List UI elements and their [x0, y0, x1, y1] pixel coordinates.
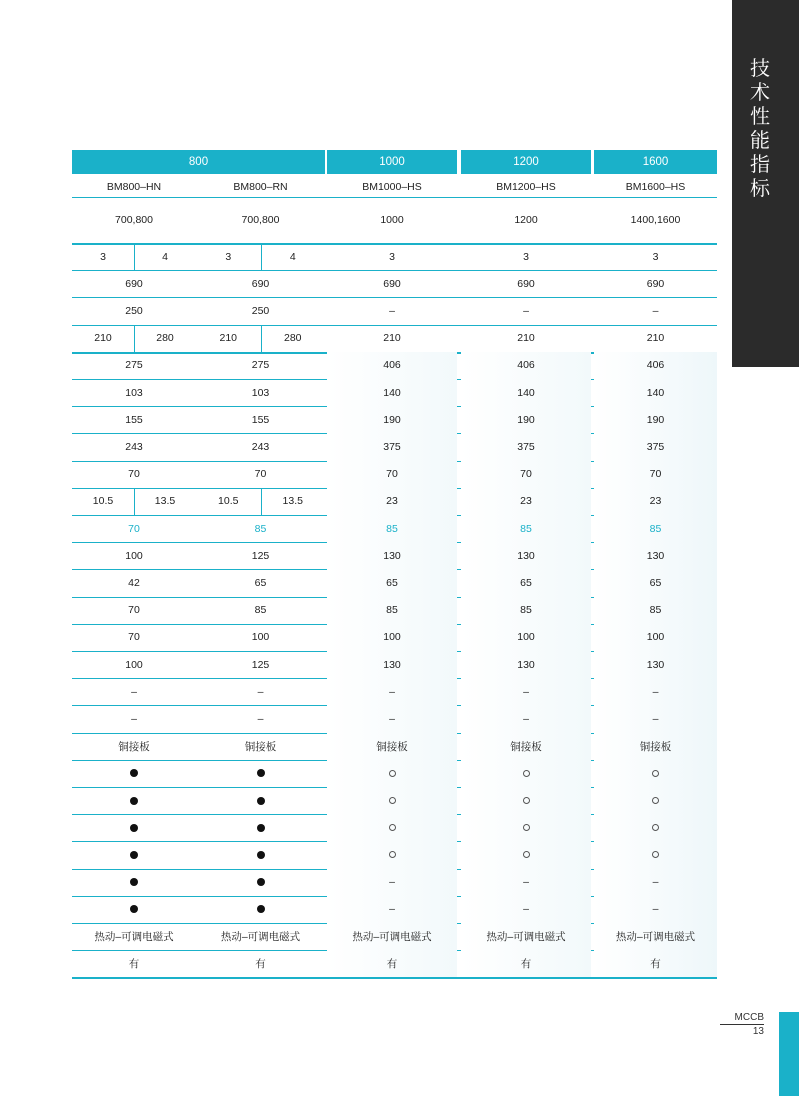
header-1200: 1200 — [461, 150, 591, 174]
table-row — [72, 869, 717, 897]
model-name: BM1600–HS — [625, 180, 686, 193]
table-cell: – — [389, 903, 395, 916]
table-row — [72, 488, 717, 516]
open-circle-mark — [389, 851, 396, 858]
table-cell: 250 — [251, 304, 270, 317]
open-circle-icon — [461, 814, 591, 841]
table-cell: 70 — [649, 468, 662, 481]
open-circle-mark — [523, 851, 530, 858]
section-title-char: 标 — [750, 176, 770, 200]
open-circle-mark — [523, 797, 530, 804]
header-800: 800 — [72, 150, 325, 174]
table-cell: 103 — [251, 386, 270, 399]
table-cell: 85 — [649, 522, 662, 535]
filled-dot-mark — [257, 769, 265, 777]
filled-dot-icon — [196, 896, 325, 923]
table-cell: 有 — [650, 958, 661, 971]
table-cell: 热动–可调电磁式 — [220, 931, 301, 944]
open-circle-icon — [594, 760, 717, 787]
model-name: BM1000–HS — [362, 180, 422, 193]
table-cell: 100 — [646, 631, 665, 644]
open-circle-mark — [523, 824, 530, 831]
cell-divider — [261, 488, 262, 515]
table-cell: – — [131, 712, 137, 725]
header-1600: 1600 — [594, 150, 717, 174]
table-cell: – — [523, 685, 529, 698]
table-cell: 1200 — [514, 214, 538, 226]
table-cell: 70 — [128, 468, 140, 481]
table-cell: 85 — [386, 522, 398, 535]
table-cell: – — [389, 876, 395, 889]
table-cell: 250 — [125, 304, 143, 317]
table-cell: 70 — [254, 468, 267, 481]
table-cell: 210 — [383, 332, 401, 345]
table-cell: 23 — [386, 495, 398, 508]
table-cell: 130 — [646, 658, 665, 671]
table-cell: 210 — [94, 332, 112, 345]
table-cell: 280 — [156, 332, 174, 345]
table-row — [72, 624, 717, 652]
filled-dot-mark — [130, 878, 138, 886]
table-cell: 10.5 — [218, 495, 239, 508]
model-name: BM800–HN — [106, 180, 162, 193]
table-cell: 10.5 — [92, 495, 114, 508]
table-cell: 690 — [125, 277, 143, 290]
table-row — [72, 733, 717, 761]
model-name: BM1200–HS — [496, 180, 556, 193]
table-cell: 42 — [128, 576, 140, 589]
table-cell: 243 — [251, 440, 270, 453]
table-cell: 热动–可调电磁式 — [486, 931, 566, 944]
table-cell: 280 — [283, 332, 302, 345]
cell-divider — [134, 488, 135, 515]
section-title-char: 指 — [750, 152, 770, 176]
filled-dot-icon — [72, 814, 196, 841]
table-cell: 铜接板 — [510, 740, 542, 753]
table-cell: 铜接板 — [376, 740, 408, 753]
table-cell: 700,800 — [115, 214, 153, 226]
table-cell: 铜接板 — [118, 740, 150, 753]
open-circle-mark — [523, 770, 530, 777]
filled-dot-icon — [196, 760, 325, 787]
table-cell: 190 — [646, 413, 665, 426]
table-cell: – — [652, 876, 659, 889]
table-row — [72, 787, 717, 815]
table-cell: 375 — [517, 440, 535, 453]
filled-dot-icon — [196, 869, 325, 896]
filled-dot-mark — [257, 824, 265, 832]
table-cell: 23 — [649, 495, 662, 508]
table-cell: 130 — [517, 658, 535, 671]
table-cell: 375 — [646, 440, 665, 453]
open-circle-icon — [594, 814, 717, 841]
filled-dot-icon — [72, 896, 196, 923]
table-cell: – — [652, 712, 659, 725]
open-circle-icon — [461, 787, 591, 814]
table-cell: – — [652, 903, 659, 916]
table-row — [72, 651, 717, 679]
open-circle-mark — [389, 797, 396, 804]
filled-dot-mark — [257, 851, 265, 859]
footer-divider — [720, 1024, 764, 1025]
filled-dot-mark — [130, 797, 138, 805]
table-row — [72, 705, 717, 733]
model-row — [72, 176, 717, 198]
open-circle-icon — [461, 760, 591, 787]
filled-dot-icon — [72, 841, 196, 868]
table-cell: 700,800 — [241, 214, 280, 226]
table-cell: 70 — [128, 522, 140, 535]
table-row — [72, 950, 717, 979]
table-cell: 70 — [128, 631, 140, 644]
cell-divider — [261, 243, 262, 270]
table-cell: 热动–可调电磁式 — [94, 931, 174, 944]
table-cell: 铜接板 — [639, 740, 672, 753]
table-cell: 4 — [162, 250, 168, 263]
table-cell: 100 — [517, 631, 535, 644]
open-circle-icon — [594, 841, 717, 868]
table-row — [72, 197, 717, 245]
filled-dot-mark — [130, 769, 138, 777]
table-row — [72, 297, 717, 325]
table-cell: 有 — [520, 958, 532, 971]
table-cell: 690 — [383, 277, 401, 290]
footer-label: MCCB — [734, 1012, 764, 1023]
table-cell: 190 — [517, 413, 535, 426]
table-cell: 690 — [517, 277, 535, 290]
table-cell: 85 — [254, 604, 267, 617]
open-circle-icon — [594, 787, 717, 814]
open-circle-icon — [461, 841, 591, 868]
open-circle-icon — [327, 814, 457, 841]
filled-dot-mark — [130, 905, 138, 913]
table-cell: – — [523, 304, 529, 317]
table-row — [72, 597, 717, 625]
table-cell: 65 — [386, 576, 398, 589]
table-row — [72, 814, 717, 842]
section-title-char: 能 — [750, 128, 770, 152]
table-row — [72, 270, 717, 298]
page-accent-bar — [779, 1012, 799, 1096]
table-cell: 70 — [386, 468, 398, 481]
table-cell: 70 — [520, 468, 532, 481]
open-circle-icon — [327, 760, 457, 787]
filled-dot-mark — [130, 851, 138, 859]
open-circle-mark — [389, 824, 396, 831]
table-cell: – — [523, 903, 529, 916]
open-circle-mark — [652, 770, 659, 777]
table-cell: 100 — [383, 631, 401, 644]
filled-dot-icon — [72, 787, 196, 814]
section-title-char: 性 — [750, 104, 770, 128]
table-cell: 65 — [649, 576, 662, 589]
table-cell: 275 — [251, 359, 270, 372]
table-cell: 23 — [520, 495, 532, 508]
table-row — [72, 515, 717, 543]
table-cell: – — [523, 712, 529, 725]
table-cell: 100 — [251, 631, 270, 644]
filled-dot-icon — [72, 760, 196, 787]
table-cell: 130 — [646, 549, 665, 562]
table-cell: 3 — [389, 250, 395, 263]
table-row — [72, 406, 717, 434]
table-cell: 85 — [520, 522, 532, 535]
table-cell: 85 — [649, 604, 662, 617]
page-number: 13 — [752, 1026, 764, 1037]
filled-dot-mark — [257, 905, 265, 913]
table-row — [72, 379, 717, 407]
table-cell: – — [389, 712, 395, 725]
open-circle-icon — [327, 841, 457, 868]
table-cell: 130 — [383, 549, 401, 562]
table-cell: – — [389, 304, 395, 317]
table-row — [72, 569, 717, 597]
table-cell: 140 — [646, 386, 665, 399]
open-circle-mark — [652, 851, 659, 858]
table-cell: 1400,1600 — [630, 214, 681, 226]
section-title-char: 术 — [750, 80, 770, 104]
table-cell: 210 — [517, 332, 535, 345]
open-circle-mark — [652, 797, 659, 804]
filled-dot-icon — [196, 841, 325, 868]
table-cell: 有 — [386, 958, 398, 971]
table-row — [72, 678, 717, 706]
model-name: BM800–RN — [233, 180, 288, 193]
table-cell: 155 — [251, 413, 270, 426]
table-row — [72, 841, 717, 869]
table-cell: 406 — [517, 359, 535, 372]
table-cell: 13.5 — [154, 495, 176, 508]
table-row — [72, 923, 717, 951]
table-cell: 4 — [289, 250, 296, 263]
table-cell: 热动–可调电磁式 — [352, 931, 432, 944]
table-cell: 3 — [100, 250, 106, 263]
table-cell: 190 — [383, 413, 401, 426]
cell-divider — [134, 325, 135, 352]
table-row — [72, 461, 717, 489]
table-row — [72, 243, 717, 271]
table-cell: – — [131, 685, 137, 698]
header-1000: 1000 — [327, 150, 457, 174]
filled-dot-icon — [196, 787, 325, 814]
table-cell: 铜接板 — [244, 740, 277, 753]
table-cell: – — [257, 685, 264, 698]
filled-dot-mark — [257, 878, 265, 886]
table-cell: 406 — [383, 359, 401, 372]
table-cell: 有 — [128, 958, 140, 971]
table-row — [72, 325, 717, 354]
table-cell: – — [523, 876, 529, 889]
open-circle-icon — [327, 787, 457, 814]
cell-divider — [134, 243, 135, 270]
table-cell: 275 — [125, 359, 143, 372]
table-cell: 85 — [520, 604, 532, 617]
table-cell: 125 — [251, 658, 270, 671]
table-cell: 406 — [646, 359, 665, 372]
table-cell: 13.5 — [282, 495, 303, 508]
filled-dot-mark — [130, 824, 138, 832]
table-row — [72, 352, 717, 380]
table-cell: 125 — [251, 549, 270, 562]
table-cell: 690 — [251, 277, 270, 290]
section-title-char: 技 — [750, 56, 770, 80]
table-cell: 1000 — [380, 214, 404, 226]
filled-dot-mark — [257, 797, 265, 805]
table-cell: 130 — [517, 549, 535, 562]
cell-divider — [261, 325, 262, 352]
table-row — [72, 542, 717, 570]
table-cell: 3 — [652, 250, 659, 263]
table-cell: – — [652, 685, 659, 698]
filled-dot-icon — [72, 869, 196, 896]
table-cell: 85 — [254, 522, 267, 535]
open-circle-mark — [652, 824, 659, 831]
table-cell: 243 — [125, 440, 143, 453]
section-title — [741, 56, 779, 200]
open-circle-mark — [389, 770, 396, 777]
table-cell: 140 — [517, 386, 535, 399]
table-cell: 65 — [520, 576, 532, 589]
table-cell: 3 — [523, 250, 529, 263]
table-cell: 690 — [646, 277, 665, 290]
table-cell: – — [389, 685, 395, 698]
table-cell: 103 — [125, 386, 143, 399]
table-cell: 3 — [225, 250, 232, 263]
table-cell: 210 — [219, 332, 238, 345]
filled-dot-icon — [196, 814, 325, 841]
table-row — [72, 896, 717, 924]
table-cell: 375 — [383, 440, 401, 453]
table-cell: – — [257, 712, 264, 725]
table-cell: 85 — [386, 604, 398, 617]
table-cell: 100 — [125, 549, 143, 562]
table-cell: 210 — [646, 332, 665, 345]
table-cell: 140 — [383, 386, 401, 399]
table-cell: 130 — [383, 658, 401, 671]
table-row — [72, 433, 717, 461]
table-cell: 70 — [128, 604, 140, 617]
table-cell: 100 — [125, 658, 143, 671]
table-cell: 65 — [254, 576, 267, 589]
table-cell: 热动–可调电磁式 — [615, 931, 696, 944]
table-cell: 有 — [255, 958, 266, 971]
table-row — [72, 760, 717, 788]
table-cell: – — [652, 304, 659, 317]
table-cell: 155 — [125, 413, 143, 426]
